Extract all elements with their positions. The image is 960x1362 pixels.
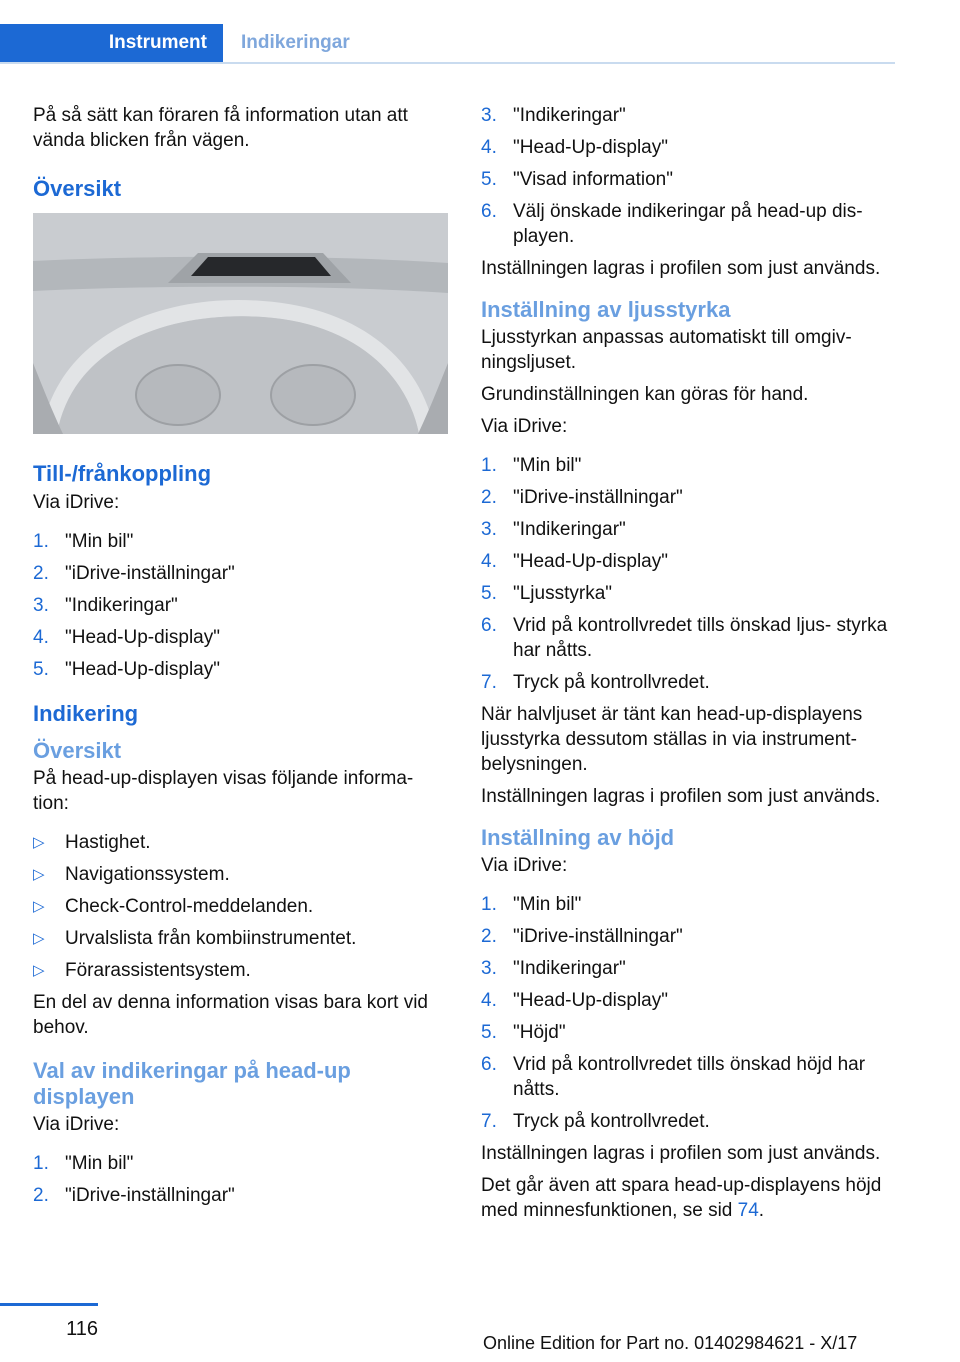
right-column: [481, 103, 901, 1230]
via-idrive-2: Via iDrive:: [33, 1114, 120, 1135]
head-up-display-dashboard-image: [33, 213, 448, 434]
list-item: ▷ Hastighet.: [33, 832, 151, 853]
note-paragraph: En del av denna information visas bara kort vid behov.: [33, 992, 428, 1038]
steps-list-1: [33, 529, 453, 682]
list-item: 4. "Head-Up-display": [481, 990, 668, 1011]
steps-list-2-continued: [481, 103, 901, 249]
intro-paragraph: På så sätt kan föraren få information utan att vända blicken från vägen.: [33, 105, 408, 151]
list-item: 4. "Head-Up-display": [481, 551, 668, 572]
page-link-74[interactable]: 74: [737, 1200, 759, 1221]
list-item: ▷ Navigationssystem.: [33, 864, 230, 885]
list-item: 6. Vrid på kontrollvredet tills önskad höjd har nåtts.: [481, 1054, 866, 1100]
info-bullet-list: [33, 830, 453, 983]
heading-ljusstyrka: Inställning av ljusstyrka: [481, 297, 731, 322]
via-idrive-4: Via iDrive:: [481, 855, 568, 876]
ljus-paragraph-1: Ljusstyrkan anpassas automatiskt till omgiv‐ ningsljuset.: [481, 327, 852, 373]
list-item: ▷ Urvalslista från kombiinstrumentet.: [33, 928, 357, 949]
list-item: 5. "Höjd": [481, 1022, 566, 1043]
page-number: 116: [66, 1318, 98, 1340]
list-item: 5. "Ljusstyrka": [481, 583, 613, 604]
list-item: 3. "Indikeringar": [33, 595, 178, 616]
triangle-bullet-icon: ▷: [33, 866, 45, 883]
ljus-paragraph-2: Grundinställningen kan göras för hand.: [481, 384, 809, 405]
edition-footer: Online Edition for Part no. 01402984621 - X/17: [483, 1333, 858, 1353]
via-idrive-1: Via iDrive:: [33, 492, 120, 513]
list-item: ▷ Förarassistentsystem.: [33, 960, 251, 981]
heading-hojd: Inställning av höjd: [481, 825, 675, 850]
list-item: 4. "Head-Up-display": [33, 627, 220, 648]
ljus-note: När halvljuset är tänt kan head-up-displayens ljusstyrka dessutom ställas in via instrument‐ belysningen.: [481, 704, 863, 775]
footer-accent-line: [0, 1303, 98, 1306]
via-idrive-3: Via iDrive:: [481, 416, 568, 437]
list-item: 6. Välj önskade indikeringar på head-up dis‐ playen.: [481, 201, 863, 247]
triangle-bullet-icon: ▷: [33, 930, 45, 947]
memory-paragraph: Det går även att spara head-up-displayens höjd med minnesfunktionen, se sid 74.: [481, 1175, 882, 1221]
list-item: 1. "Min bil": [33, 531, 134, 552]
list-item: 3. "Indikeringar": [481, 519, 626, 540]
tab-instrument-label: Instrument: [108, 32, 207, 53]
list-item: 3. "Indikeringar": [481, 105, 626, 126]
tab-indikeringar-label: Indikeringar: [241, 32, 350, 53]
steps-list-4: [481, 892, 901, 1134]
heading-indikering: Indikering: [33, 701, 139, 726]
list-item: 1. "Min bil": [481, 894, 582, 915]
indikering-paragraph: På head-up-displayen visas följande informa‐ tion:: [33, 768, 414, 814]
list-item: 6. Vrid på kontrollvredet tills önskad ljus‐ styrka har nåtts.: [481, 615, 888, 661]
list-item: 2. "iDrive-inställningar": [481, 926, 683, 947]
list-item: 2. "iDrive-inställningar": [481, 487, 683, 508]
list-item: 1. "Min bil": [481, 455, 582, 476]
heading-till-frankoppling: Till-/frånkoppling: [33, 461, 212, 486]
list-item: 7. Tryck på kontrollvredet.: [481, 672, 710, 693]
tab-indikeringar[interactable]: [241, 24, 350, 62]
heading-val-av-indikeringar: Val av indikeringar på head-up displayen: [33, 1058, 351, 1109]
chapter-tab-bar: [0, 24, 895, 64]
list-item: 2. "iDrive-inställningar": [33, 563, 235, 584]
list-item: 7. Tryck på kontrollvredet.: [481, 1111, 710, 1132]
list-item: 1. "Min bil": [33, 1153, 134, 1174]
saved-note-3: Inställningen lagras i profilen som just används.: [481, 1143, 881, 1164]
heading-oversikt-2: Översikt: [33, 738, 122, 763]
list-item: 3. "Indikeringar": [481, 958, 626, 979]
tab-instrument[interactable]: [0, 24, 223, 62]
heading-oversikt: Översikt: [33, 176, 122, 201]
saved-note-1: Inställningen lagras i profilen som just används.: [481, 258, 881, 279]
list-item: 2. "iDrive-inställningar": [33, 1185, 235, 1206]
list-item: 5. "Head-Up-display": [33, 659, 220, 680]
list-item: 5. "Visad information": [481, 169, 673, 190]
triangle-bullet-icon: ▷: [33, 898, 45, 915]
steps-list-3: [481, 453, 901, 695]
steps-list-2: [33, 1151, 453, 1208]
triangle-bullet-icon: ▷: [33, 962, 45, 979]
saved-note-2: Inställningen lagras i profilen som just används.: [481, 786, 881, 807]
left-column: [33, 103, 453, 1215]
list-item: 4. "Head-Up-display": [481, 137, 668, 158]
list-item: ▷ Check-Control-meddelanden.: [33, 896, 314, 917]
triangle-bullet-icon: ▷: [33, 834, 45, 851]
dashboard-illustration: [33, 213, 448, 434]
